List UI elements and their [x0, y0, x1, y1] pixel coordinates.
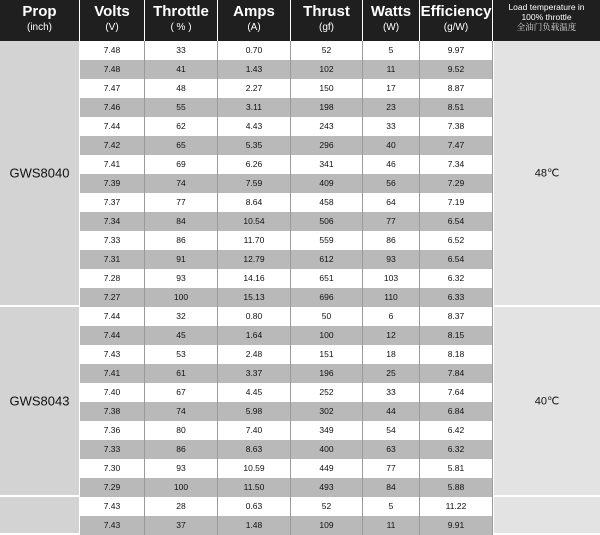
amps-cell: 7.40	[218, 421, 291, 440]
header-amps	[218, 0, 291, 41]
table-row	[80, 174, 493, 193]
volts-cell: 7.31	[80, 250, 145, 269]
volts-cell: 7.33	[80, 440, 145, 459]
header-temp-line3: 全油门负载温度	[516, 22, 577, 32]
table-row	[80, 79, 493, 98]
volts-cell: 7.44	[80, 117, 145, 136]
thrust-cell: 458	[291, 193, 363, 212]
throttle-cell: 65	[145, 136, 218, 155]
efficiency-cell: 9.91	[420, 516, 493, 535]
header-volts-unit: (V)	[105, 22, 119, 33]
watts-cell: 40	[363, 136, 420, 155]
watts-cell: 11	[363, 60, 420, 79]
amps-cell: 6.26	[218, 155, 291, 174]
amps-cell: 11.50	[218, 478, 291, 497]
thrust-cell: 651	[291, 269, 363, 288]
table-row	[80, 345, 493, 364]
efficiency-cell: 7.19	[420, 193, 493, 212]
thrust-cell: 349	[291, 421, 363, 440]
table-row	[80, 440, 493, 459]
throttle-cell: 32	[145, 307, 218, 326]
efficiency-cell: 8.15	[420, 326, 493, 345]
prop-name: GWS8043	[9, 393, 70, 409]
header-thrust	[291, 0, 363, 41]
table-row	[80, 478, 493, 497]
volts-cell: 7.42	[80, 136, 145, 155]
amps-cell: 5.35	[218, 136, 291, 155]
table-row	[80, 250, 493, 269]
header-temp-line1: Load temperature in	[508, 2, 585, 12]
header-throttle-title: Throttle	[153, 3, 209, 20]
efficiency-cell: 7.64	[420, 383, 493, 402]
throttle-cell: 48	[145, 79, 218, 98]
efficiency-cell: 8.51	[420, 98, 493, 117]
efficiency-cell: 7.34	[420, 155, 493, 174]
watts-cell: 77	[363, 212, 420, 231]
thrust-cell: 50	[291, 307, 363, 326]
throttle-cell: 37	[145, 516, 218, 535]
header-throttle	[145, 0, 218, 41]
thrust-cell: 612	[291, 250, 363, 269]
load-temperature-cell	[493, 497, 600, 535]
watts-cell: 64	[363, 193, 420, 212]
amps-cell: 11.70	[218, 231, 291, 250]
throttle-cell: 74	[145, 174, 218, 193]
table-row	[80, 516, 493, 535]
volts-cell: 7.39	[80, 174, 145, 193]
thrust-cell: 52	[291, 41, 363, 60]
table-row	[80, 307, 493, 326]
volts-cell: 7.41	[80, 155, 145, 174]
amps-cell: 0.70	[218, 41, 291, 60]
volts-cell: 7.48	[80, 60, 145, 79]
volts-cell: 7.33	[80, 231, 145, 250]
thrust-cell: 493	[291, 478, 363, 497]
amps-cell: 8.63	[218, 440, 291, 459]
throttle-cell: 86	[145, 231, 218, 250]
efficiency-cell: 6.84	[420, 402, 493, 421]
volts-cell: 7.47	[80, 79, 145, 98]
thrust-cell: 409	[291, 174, 363, 193]
watts-cell: 93	[363, 250, 420, 269]
volts-cell: 7.34	[80, 212, 145, 231]
thrust-cell: 102	[291, 60, 363, 79]
throttle-cell: 100	[145, 288, 218, 307]
table-row	[80, 136, 493, 155]
efficiency-cell: 6.54	[420, 250, 493, 269]
header-load-temperature	[493, 0, 600, 41]
watts-cell: 5	[363, 41, 420, 60]
amps-cell: 12.79	[218, 250, 291, 269]
efficiency-cell: 6.42	[420, 421, 493, 440]
amps-cell: 7.59	[218, 174, 291, 193]
table-row	[80, 497, 493, 516]
volts-cell: 7.30	[80, 459, 145, 478]
volts-cell: 7.38	[80, 402, 145, 421]
prop-name: GWS8040	[9, 165, 70, 181]
volts-cell: 7.40	[80, 383, 145, 402]
amps-cell: 3.37	[218, 364, 291, 383]
thrust-cell: 150	[291, 79, 363, 98]
watts-cell: 46	[363, 155, 420, 174]
watts-cell: 84	[363, 478, 420, 497]
thrust-cell: 196	[291, 364, 363, 383]
prop-group-cell	[0, 497, 80, 535]
header-prop-unit: (inch)	[26, 22, 52, 33]
efficiency-cell: 7.38	[420, 117, 493, 136]
efficiency-cell: 9.97	[420, 41, 493, 60]
load-temperature-value: 48℃	[534, 167, 560, 180]
table-row	[80, 326, 493, 345]
volts-cell: 7.41	[80, 364, 145, 383]
thrust-cell: 449	[291, 459, 363, 478]
thrust-cell: 198	[291, 98, 363, 117]
efficiency-cell: 8.37	[420, 307, 493, 326]
throttle-cell: 61	[145, 364, 218, 383]
table-row	[80, 288, 493, 307]
amps-cell: 0.80	[218, 307, 291, 326]
throttle-cell: 93	[145, 269, 218, 288]
table-row	[80, 193, 493, 212]
header-prop	[0, 0, 80, 41]
table-row	[80, 421, 493, 440]
header-efficiency	[420, 0, 493, 41]
watts-cell: 17	[363, 79, 420, 98]
header-watts-title: Watts	[370, 3, 412, 20]
watts-cell: 33	[363, 117, 420, 136]
volts-cell: 7.28	[80, 269, 145, 288]
watts-cell: 54	[363, 421, 420, 440]
thrust-cell: 100	[291, 326, 363, 345]
throttle-cell: 45	[145, 326, 218, 345]
throttle-cell: 62	[145, 117, 218, 136]
watts-cell: 56	[363, 174, 420, 193]
table-row	[80, 402, 493, 421]
volts-cell: 7.36	[80, 421, 145, 440]
load-temperature-cell	[493, 307, 600, 497]
watts-cell: 5	[363, 497, 420, 516]
throttle-cell: 93	[145, 459, 218, 478]
throttle-cell: 53	[145, 345, 218, 364]
volts-cell: 7.44	[80, 307, 145, 326]
table-row	[80, 41, 493, 60]
efficiency-cell: 7.84	[420, 364, 493, 383]
thrust-cell: 109	[291, 516, 363, 535]
amps-cell: 5.98	[218, 402, 291, 421]
table-row	[80, 98, 493, 117]
watts-cell: 110	[363, 288, 420, 307]
amps-cell: 4.45	[218, 383, 291, 402]
efficiency-cell: 11.22	[420, 497, 493, 516]
amps-cell: 1.48	[218, 516, 291, 535]
prop-group-cell	[0, 307, 80, 497]
header-amps-title: Amps	[233, 3, 275, 20]
volts-cell: 7.29	[80, 478, 145, 497]
amps-cell: 8.64	[218, 193, 291, 212]
thrust-cell: 296	[291, 136, 363, 155]
header-efficiency-title: Efficiency	[420, 3, 492, 20]
efficiency-cell: 7.47	[420, 136, 493, 155]
thrust-cell: 151	[291, 345, 363, 364]
table-row	[80, 60, 493, 79]
efficiency-cell: 8.87	[420, 79, 493, 98]
watts-cell: 103	[363, 269, 420, 288]
header-thrust-title: Thrust	[303, 3, 350, 20]
efficiency-cell: 6.52	[420, 231, 493, 250]
thrust-cell: 52	[291, 497, 363, 516]
efficiency-cell: 6.32	[420, 440, 493, 459]
header-watts-unit: (W)	[382, 22, 400, 33]
amps-cell: 14.16	[218, 269, 291, 288]
table-row	[80, 459, 493, 478]
watts-cell: 44	[363, 402, 420, 421]
header-volts	[80, 0, 145, 41]
amps-cell: 1.64	[218, 326, 291, 345]
watts-cell: 12	[363, 326, 420, 345]
header-efficiency-unit: (g/W)	[443, 22, 469, 33]
prop-group-cell	[0, 41, 80, 307]
table-row	[80, 269, 493, 288]
thrust-cell: 506	[291, 212, 363, 231]
watts-cell: 18	[363, 345, 420, 364]
volts-cell: 7.43	[80, 516, 145, 535]
throttle-cell: 77	[145, 193, 218, 212]
watts-cell: 25	[363, 364, 420, 383]
efficiency-cell: 9.52	[420, 60, 493, 79]
throttle-cell: 100	[145, 478, 218, 497]
throttle-cell: 86	[145, 440, 218, 459]
amps-cell: 15.13	[218, 288, 291, 307]
throttle-cell: 33	[145, 41, 218, 60]
throttle-cell: 67	[145, 383, 218, 402]
efficiency-cell: 6.54	[420, 212, 493, 231]
throttle-cell: 91	[145, 250, 218, 269]
header-temp-line2: 100% throttle	[521, 12, 572, 22]
efficiency-cell: 5.88	[420, 478, 493, 497]
watts-cell: 33	[363, 383, 420, 402]
volts-cell: 7.37	[80, 193, 145, 212]
load-temperature-value: 40℃	[534, 395, 560, 408]
amps-cell: 2.27	[218, 79, 291, 98]
table-row	[80, 155, 493, 174]
table-row	[80, 117, 493, 136]
load-temperature-cell	[493, 41, 600, 307]
watts-cell: 23	[363, 98, 420, 117]
amps-cell: 0.63	[218, 497, 291, 516]
thrust-cell: 400	[291, 440, 363, 459]
table-row	[80, 383, 493, 402]
header-throttle-unit: ( % )	[170, 22, 192, 33]
efficiency-cell: 7.29	[420, 174, 493, 193]
amps-cell: 2.48	[218, 345, 291, 364]
amps-cell: 1.43	[218, 60, 291, 79]
watts-cell: 77	[363, 459, 420, 478]
throttle-cell: 69	[145, 155, 218, 174]
table-row	[80, 364, 493, 383]
throttle-cell: 84	[145, 212, 218, 231]
throttle-cell: 41	[145, 60, 218, 79]
volts-cell: 7.43	[80, 345, 145, 364]
amps-cell: 10.54	[218, 212, 291, 231]
watts-cell: 6	[363, 307, 420, 326]
thrust-cell: 243	[291, 117, 363, 136]
table-row	[80, 231, 493, 250]
volts-cell: 7.27	[80, 288, 145, 307]
efficiency-cell: 8.18	[420, 345, 493, 364]
thrust-cell: 559	[291, 231, 363, 250]
thrust-cell: 696	[291, 288, 363, 307]
thrust-cell: 302	[291, 402, 363, 421]
throttle-cell: 28	[145, 497, 218, 516]
watts-cell: 86	[363, 231, 420, 250]
efficiency-cell: 6.33	[420, 288, 493, 307]
throttle-cell: 55	[145, 98, 218, 117]
thrust-cell: 252	[291, 383, 363, 402]
header-watts	[363, 0, 420, 41]
thrust-cell: 341	[291, 155, 363, 174]
volts-cell: 7.48	[80, 41, 145, 60]
header-thrust-unit: (gf)	[319, 22, 334, 33]
volts-cell: 7.43	[80, 497, 145, 516]
header-prop-title: Prop	[22, 3, 57, 20]
volts-cell: 7.46	[80, 98, 145, 117]
efficiency-cell: 5.81	[420, 459, 493, 478]
volts-cell: 7.44	[80, 326, 145, 345]
efficiency-cell: 6.32	[420, 269, 493, 288]
watts-cell: 63	[363, 440, 420, 459]
throttle-cell: 80	[145, 421, 218, 440]
amps-cell: 10.59	[218, 459, 291, 478]
header-amps-unit: (A)	[247, 22, 261, 33]
amps-cell: 3.11	[218, 98, 291, 117]
table-row	[80, 212, 493, 231]
header-volts-title: Volts	[94, 3, 130, 20]
throttle-cell: 74	[145, 402, 218, 421]
watts-cell: 11	[363, 516, 420, 535]
amps-cell: 4.43	[218, 117, 291, 136]
